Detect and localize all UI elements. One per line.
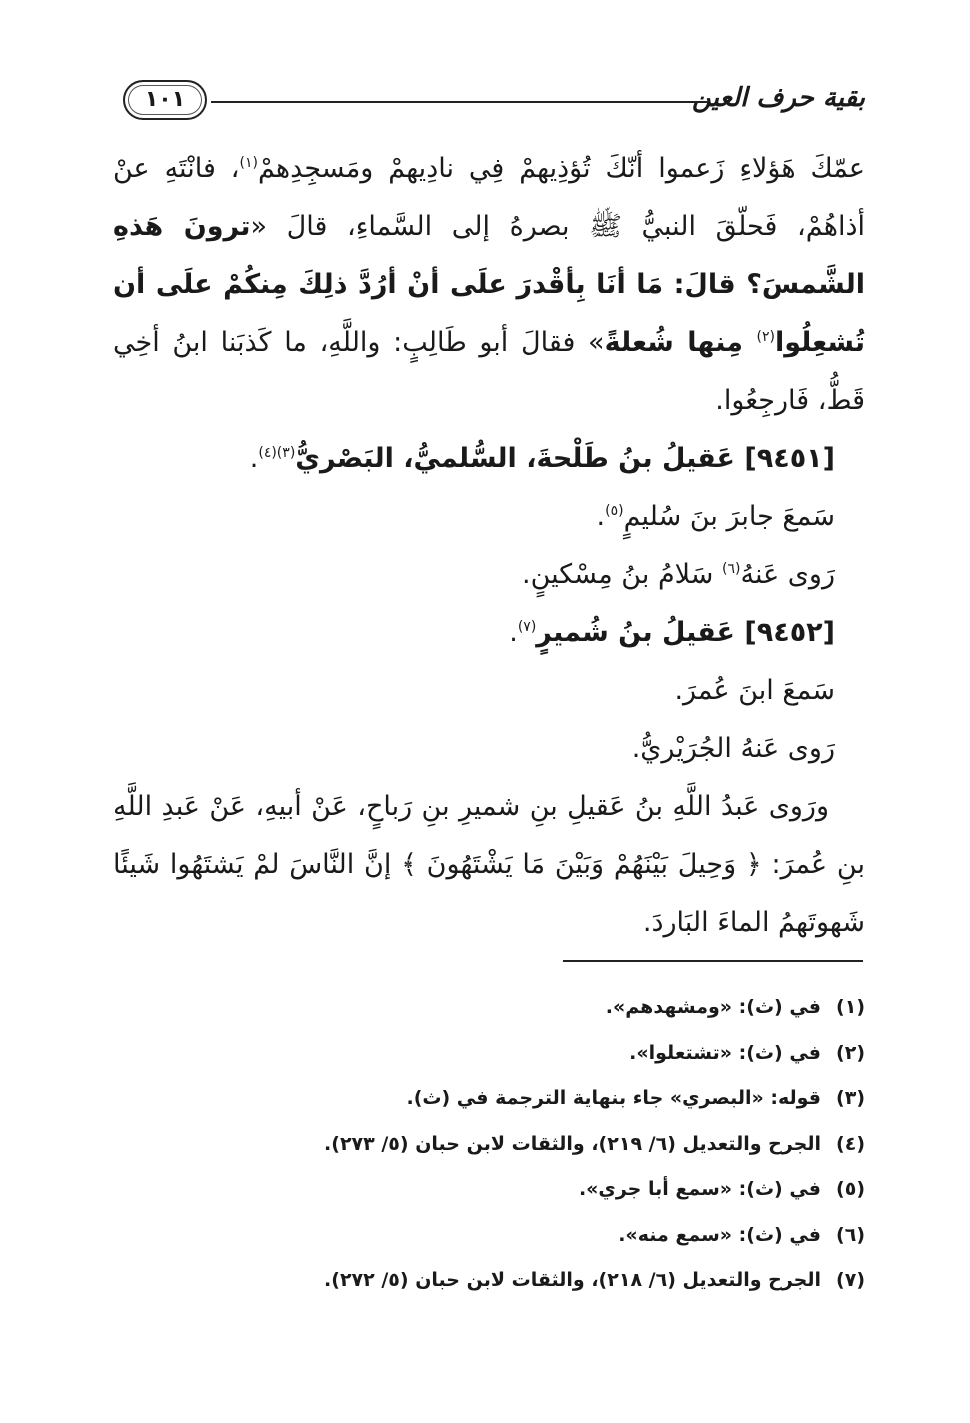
- header-rule: [211, 101, 707, 103]
- text-line: سَلامُ بنُ مِسْكينٍ.: [521, 559, 722, 590]
- entry-9451-narrator: [113, 546, 865, 604]
- footnote-separator: [563, 960, 863, 962]
- footnote-text: في (ث): «سمع أبا جري».: [578, 1178, 821, 1200]
- footnote-text: الجرح والتعديل (٦/ ٢١٩)، والثقات لابن حبان (٥/ ٢٧٣).: [324, 1132, 821, 1155]
- footnote-number: (٤): [836, 1132, 865, 1155]
- footnote-item: [113, 1258, 865, 1304]
- text-line: رَوى عَنهُ: [740, 559, 835, 590]
- quoted-speech: ترونَ هَذهِ الشَّمسَ؟ قالَ: مَا أنَا بِأقْدرَ: [113, 211, 866, 300]
- entry-9451-heading: [113, 430, 865, 488]
- footnote-number: (٥): [836, 1178, 865, 1200]
- page-header: [115, 78, 865, 126]
- footnote-ref[interactable]: (٦): [722, 561, 741, 577]
- text-line: سَمعَ جابرَ بنَ سُليمٍ: [623, 501, 835, 532]
- text-line: ورَوى عَبدُ اللَّهِ بنُ عَقيلِ بنِ شميرِ بنِ رَباحٍ، عَنْ أبيهِ، عَنْ عَبدِ اللَّهِ بنِ: [113, 791, 865, 880]
- text-line: عمّكَ هَؤلاءِ زَعموا أنّكَ تُؤذِيهمْ فِي نادِيهمْ ومَسجِدِهمْ: [257, 153, 865, 184]
- punctuation: .: [249, 443, 259, 474]
- entry-9452-heading: [113, 604, 865, 662]
- footnote-text: في (ث): «سمع منه».: [618, 1223, 821, 1246]
- text-line: ، فانْتَهِ عنْ أذاهُمْ،: [113, 153, 865, 242]
- text-line: البَاردَ.: [642, 907, 709, 938]
- footnote-text: الجرح والتعديل (٦/ ٢١٨)، والثقات لابن حبان (٥/ ٢٧٢).: [324, 1269, 821, 1291]
- footnote-number: (٧): [836, 1269, 865, 1291]
- entry-9452-heard: [113, 662, 865, 720]
- footnote-number: (١): [836, 996, 865, 1018]
- text-line: فَحلّقَ النبيُّ ﷺ بصرهُ إلى السَّماءِ، قالَ «: [250, 211, 778, 242]
- entry-title: [٩٤٥٢] عَقيلُ بنُ شُميرٍ: [536, 617, 835, 648]
- footnote-ref[interactable]: (٥): [605, 503, 624, 519]
- entry-title: [٩٤٥١] عَقيلُ بنُ طَلْحةَ، السُّلميُّ، البَصْريُّ: [295, 443, 835, 474]
- footnote-text: في (ث): «تشتعلوا».: [629, 1041, 821, 1064]
- footnote-ref[interactable]: (٢): [756, 329, 775, 345]
- page-number-badge: ١٠١: [123, 80, 207, 120]
- text-line: » فقالَ أبو طَالِبٍ: واللَّهِ،: [319, 327, 605, 358]
- punctuation: .: [596, 501, 606, 532]
- footnote-item: [113, 1076, 865, 1122]
- footnote-number: (٢): [836, 1041, 865, 1064]
- footnote-number: (٣): [836, 1087, 865, 1109]
- footnote-ref[interactable]: (٧): [517, 619, 537, 635]
- entry-9452-narrator: [113, 720, 865, 778]
- entry-9451-heard: [113, 488, 865, 546]
- paragraph-2: [113, 778, 865, 952]
- text-line: ما كَذبَنا ابنُ أخِي قَطُّ، فَارجِعُوا.: [113, 327, 865, 416]
- footnotes: [113, 985, 865, 1304]
- footnote-text: قوله: «البصري» جاء بنهاية الترجمة في (ث).: [406, 1087, 821, 1109]
- text-line: سَمعَ ابنَ عُمرَ.: [674, 675, 835, 706]
- footnote-item: [113, 985, 865, 1031]
- main-text: [113, 140, 865, 952]
- footnote-item: [113, 1122, 865, 1168]
- paragraph-1: [113, 140, 865, 430]
- quoted-speech: مِنها شُعلةً: [604, 327, 757, 358]
- footnote-item: [113, 1213, 865, 1259]
- footnote-item: [113, 1167, 865, 1213]
- footnote-ref[interactable]: (١): [239, 155, 258, 171]
- punctuation: .: [509, 617, 518, 648]
- footnote-text: في (ث): «ومشهدهم».: [605, 996, 821, 1018]
- footnote-ref[interactable]: (٣)(٤): [258, 445, 296, 461]
- text-line: رَوى عَنهُ الجُرَيْريُّ.: [631, 733, 835, 764]
- quoted-speech: علَى أنْ أرُدَّ ذلِكَ مِنكُمْ علَى أن تُشعِلُوا: [113, 269, 865, 358]
- footnote-item: [113, 1031, 865, 1077]
- text-line: عُمرَ: ﴿ وَحِيلَ بَيْنَهُمْ وَبَيْنَ مَا يَشْتَهُونَ ﴾ إنَّ النَّاسَ لمْ يَشتَهُوا شَيئًا شَهوتَهمُ الماءَ: [113, 849, 865, 938]
- running-title: بقية حرف العين: [692, 83, 865, 113]
- footnote-number: (٦): [836, 1223, 865, 1246]
